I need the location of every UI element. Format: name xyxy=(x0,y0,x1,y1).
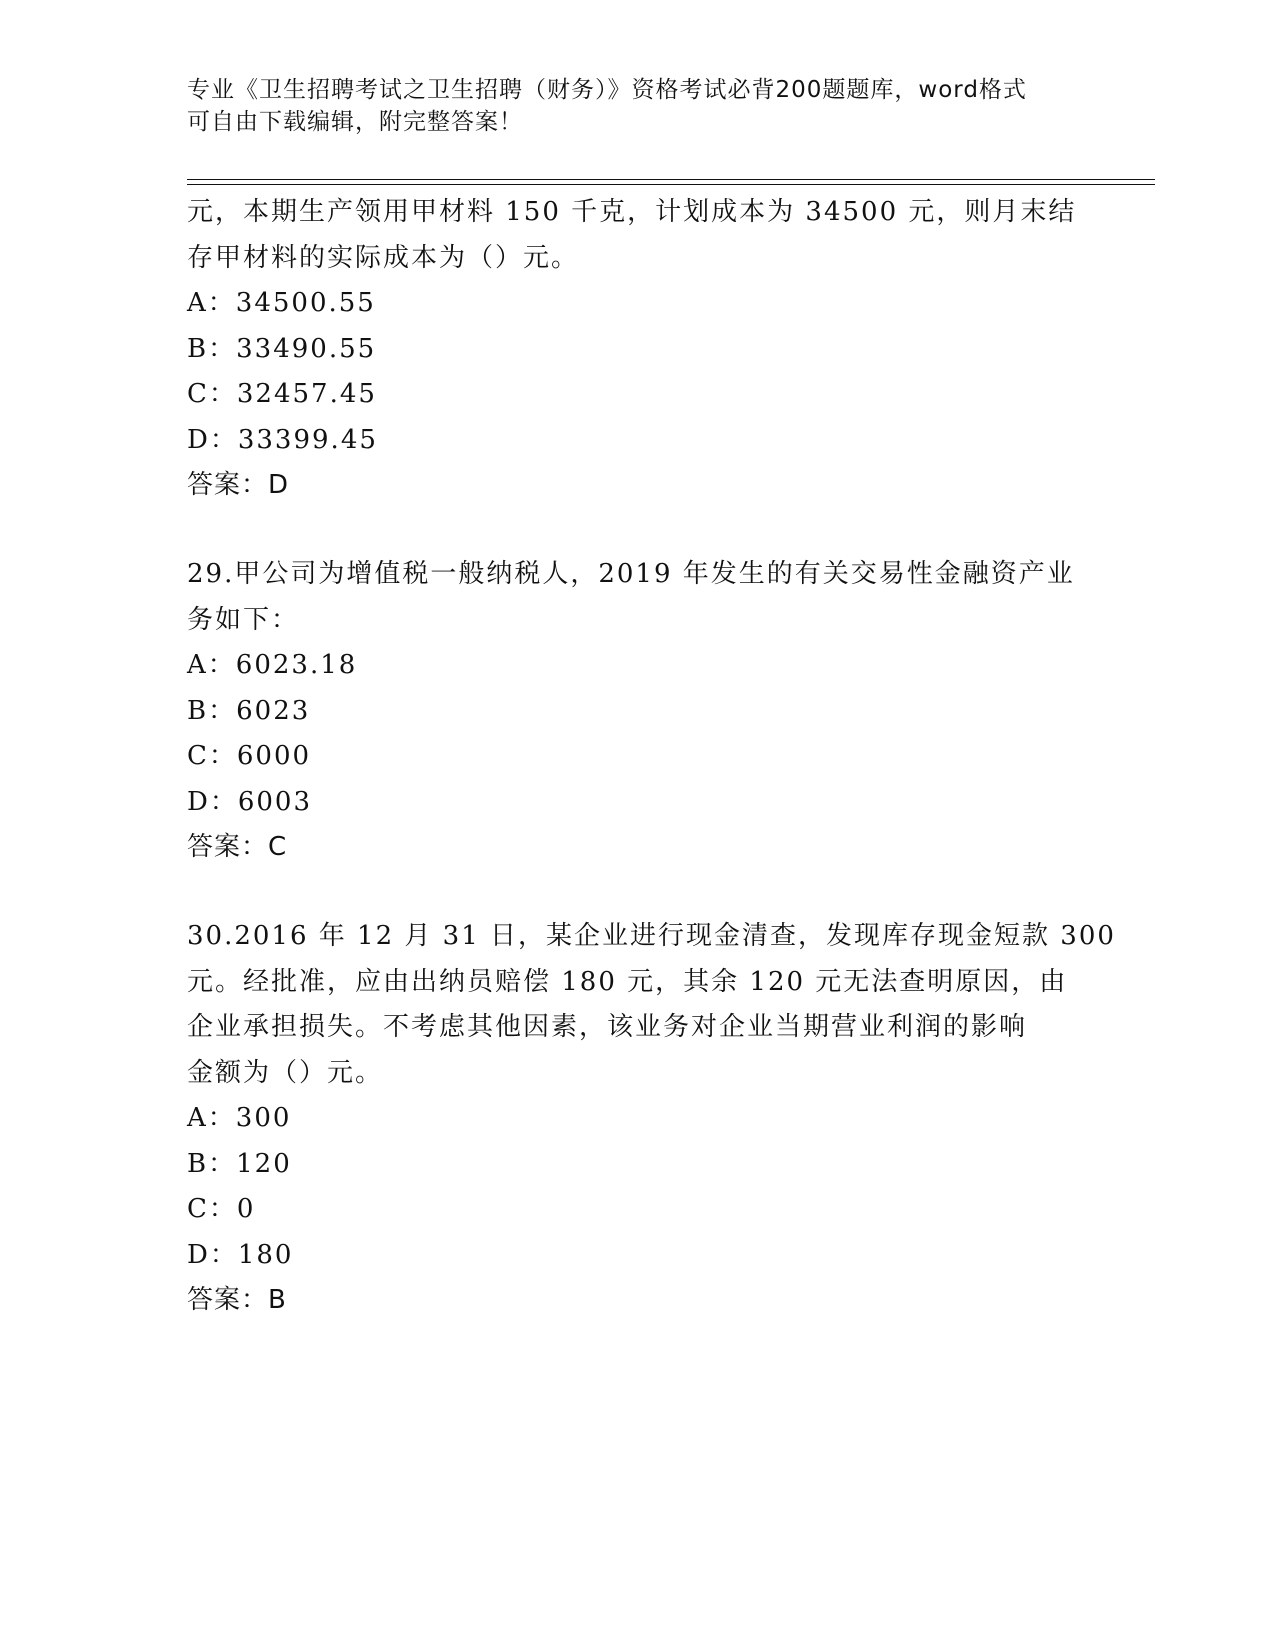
question-spacer xyxy=(187,870,1087,914)
question-stem-line: 30.2016 年 12 月 31 日，某企业进行现金清查，发现库存现金短款 300 xyxy=(187,921,1116,951)
question-stem-line: 务如下： xyxy=(187,604,300,635)
answer-line: 答案：B xyxy=(187,1285,287,1315)
option-a: A：6023.18 xyxy=(187,650,358,680)
question-stem-line: 金额为（）元。 xyxy=(187,1057,384,1088)
answer-line: 答案：C xyxy=(187,832,288,862)
document-header xyxy=(187,74,1067,138)
option-b: B：6023 xyxy=(187,695,311,726)
option-c: C：0 xyxy=(187,1194,256,1224)
option-b: B：33490.55 xyxy=(187,333,377,364)
option-d: D：33399.45 xyxy=(187,424,378,455)
question-stem-line: 29.甲公司为增值税一般纳税人，2019 年发生的有关交易性金融资产业 xyxy=(187,559,1075,589)
question-29 xyxy=(187,552,1087,870)
question-stem-line: 企业承担损失。不考虑其他因素，该业务对企业当期营业利润的影响 xyxy=(187,1012,1028,1042)
question-stem-line: 元，本期生产领用甲材料 150 千克，计划成本为 34500 元，则月末结 xyxy=(187,197,1077,227)
question-28 xyxy=(187,190,1087,508)
option-b: B：120 xyxy=(187,1148,292,1179)
question-stem-line: 存甲材料的实际成本为（）元。 xyxy=(187,242,580,273)
question-stem-line: 元。经批准，应由出纳员赔偿 180 元，其余 120 元无法查明原因，由 xyxy=(187,966,1068,997)
option-a: A：34500.55 xyxy=(187,288,376,318)
option-c: C：32457.45 xyxy=(187,379,377,409)
header-line-2: 可自由下载编辑，附完整答案！ xyxy=(187,109,523,135)
header-line-1: 专业《卫生招聘考试之卫生招聘（财务）》资格考试必背200题题库，word格式 xyxy=(187,77,1027,103)
header-divider-top xyxy=(187,179,1155,180)
answer-line: 答案：D xyxy=(187,470,290,500)
header-divider-bottom xyxy=(187,184,1155,185)
option-d: D：6003 xyxy=(187,786,313,817)
question-list xyxy=(187,190,1116,1323)
question-30 xyxy=(187,914,1116,1323)
option-a: A：300 xyxy=(187,1103,292,1133)
question-spacer xyxy=(187,508,1087,552)
option-c: C：6000 xyxy=(187,741,312,771)
option-d: D：180 xyxy=(187,1239,294,1270)
